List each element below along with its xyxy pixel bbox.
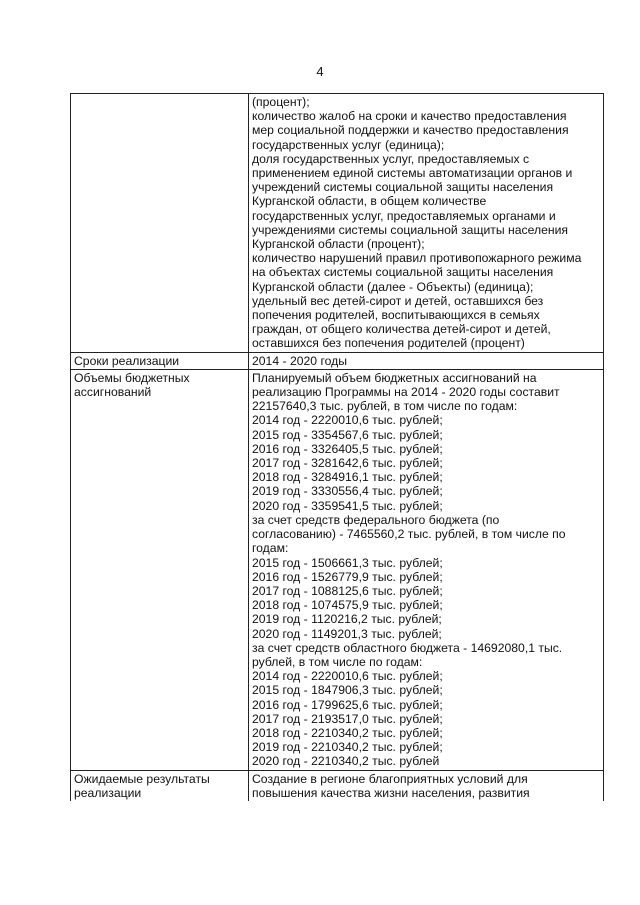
table-row [71, 94, 604, 353]
row-content-line: доля государственных услуг, предоставляемых с [252, 151, 530, 166]
row-content-line: реализацию Программы на 2014 - 2020 годы составит [252, 385, 560, 400]
row-content-line: повышения качества жизни населения, развития [252, 785, 530, 800]
row-content-line: 2020 год - 2210340,2 тыс. рублей [252, 754, 440, 769]
row-content-line: 2020 год - 3359541,5 тыс. рублей; [252, 498, 443, 513]
table-row [71, 352, 604, 369]
passport-table [70, 93, 604, 801]
page-number: 4 [316, 64, 324, 79]
row-content-cell [249, 369, 604, 770]
row-content-line: за счет средств областного бюджета - 14692080,1 тыс. [252, 640, 563, 655]
row-content-line: учреждений системы социальной защиты населения [252, 180, 554, 195]
row-content-line: 2014 год - 2220010,6 тыс. рублей; [252, 669, 443, 684]
row-content-line: 2014 год - 2220010,6 тыс. рублей; [252, 413, 443, 428]
row-content-line: применением единой системы автоматизации органов и [252, 166, 573, 181]
row-content-line: Курганской области (далее - Объекты) (единица); [252, 279, 534, 294]
row-content-line: 2017 год - 2193517,0 тыс. рублей; [252, 711, 443, 726]
row-content-line: государственных услуг, предоставляемых органами и [252, 208, 556, 223]
row-content-line: 2015 год - 1506661,3 тыс. рублей; [252, 555, 443, 570]
row-content-line: 2014 - 2020 годы [252, 353, 348, 368]
row-content-line: Курганской области (процент); [252, 237, 425, 252]
row-label-line: Ожидаемые результаты [74, 771, 210, 786]
row-content-line: оставшихся без попечения родителей (процент) [252, 336, 525, 351]
row-content-line: Создание в регионе благоприятных условий для [252, 771, 528, 786]
table-row [71, 369, 604, 770]
row-content-line: количество нарушений правил противопожарного режима [252, 251, 582, 266]
row-content-line: Курганской области, в общем количестве [252, 194, 487, 209]
table-row [71, 770, 604, 801]
row-label-line: Объемы бюджетных [74, 370, 190, 385]
row-content-line: 2019 год - 2210340,2 тыс. рублей; [252, 740, 443, 755]
row-content-line: попечения родителей, воспитывающихся в семьях [252, 308, 540, 323]
row-label-cell [71, 94, 249, 353]
row-content-line: 2018 год - 2210340,2 тыс. рублей; [252, 725, 443, 740]
row-content-line: учреждениями системы социальной защиты населения [252, 222, 569, 237]
row-label-line: Сроки реализации [74, 353, 180, 368]
row-content-line: согласованию) - 7465560,2 тыс. рублей, в том числе по [252, 527, 566, 542]
row-label-cell [71, 369, 249, 770]
row-content-line: рублей, в том числе по годам: [252, 654, 423, 669]
row-content-line: 2015 год - 1847906,3 тыс. рублей; [252, 683, 443, 698]
row-content-cell [249, 770, 604, 801]
row-content-line: Планируемый объем бюджетных ассигнований на [252, 370, 537, 385]
row-content-line: 2017 год - 3281642,6 тыс. рублей; [252, 456, 443, 471]
row-content-cell [249, 94, 604, 353]
row-label-cell [71, 352, 249, 369]
row-label-line: ассигнований [74, 385, 152, 400]
row-content-line: граждан, от общего количества детей-сирот и детей, [252, 322, 551, 337]
row-content-line: 2018 год - 1074575,9 тыс. рублей; [252, 598, 443, 613]
row-content-line: 2016 год - 3326405,5 тыс. рублей; [252, 441, 443, 456]
row-label-line: реализации [74, 785, 142, 800]
row-content-line: за счет средств федерального бюджета (по [252, 512, 500, 527]
row-content-line: 2019 год - 1120216,2 тыс. рублей; [252, 612, 442, 627]
row-content-cell [249, 352, 604, 369]
row-content-line: 2016 год - 1799625,6 тыс. рублей; [252, 697, 443, 712]
row-content-line: государственных услуг (единица); [252, 137, 445, 152]
row-content-line: 2018 год - 3284916,1 тыс. рублей; [252, 470, 443, 485]
row-content-line: 2020 год - 1149201,3 тыс. рублей; [252, 626, 442, 641]
row-content-line: на объектах системы социальной защиты населения [252, 265, 554, 280]
row-content-line: 2015 год - 3354567,6 тыс. рублей; [252, 427, 443, 442]
row-content-line: 2019 год - 3330556,4 тыс. рублей; [252, 484, 443, 499]
passport-table-body [71, 94, 604, 801]
row-content-line: (процент); [252, 95, 310, 109]
row-content-line: мер социальной поддержки и качество предоставления [252, 123, 569, 138]
row-content-line: 22157640,3 тыс. рублей, в том числе по годам: [252, 399, 518, 414]
row-content-line: удельный вес детей-сирот и детей, оставшихся без [252, 293, 544, 308]
row-content-line: 2016 год - 1526779,9 тыс. рублей; [252, 569, 443, 584]
row-label-cell [71, 770, 249, 801]
row-content-line: годам: [252, 541, 289, 556]
row-content-line: 2017 год - 1088125,6 тыс. рублей; [252, 583, 443, 598]
row-content-line: количество жалоб на сроки и качество предоставления [252, 109, 567, 124]
